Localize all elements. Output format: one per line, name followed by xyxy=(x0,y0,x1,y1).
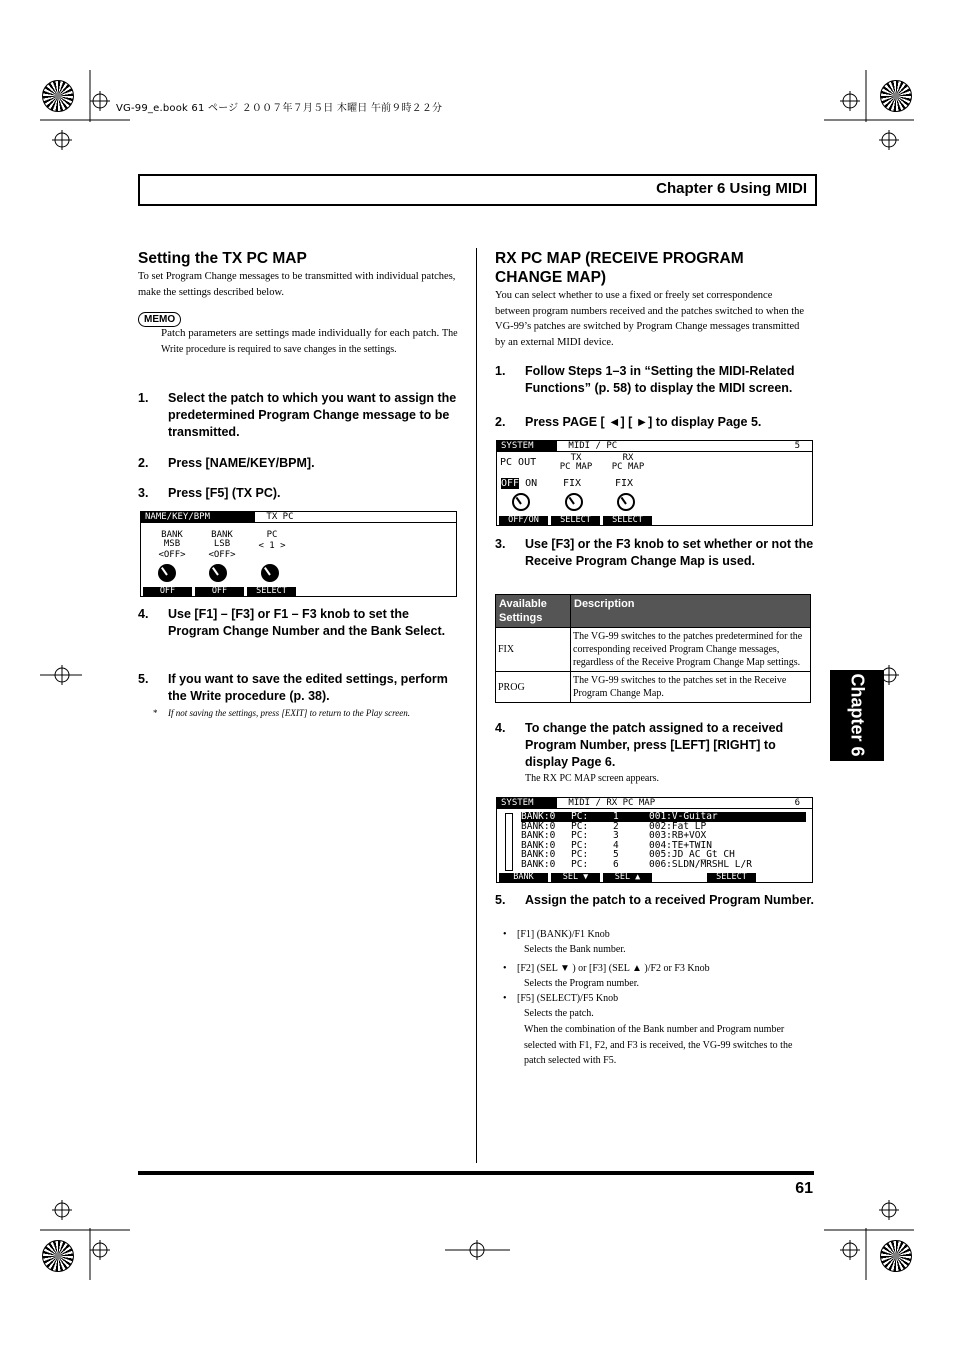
right-section-heading: RX PC MAP (RECEIVE PROGRAM CHANGE MAP) xyxy=(495,250,744,286)
lcd-fkey: SELECT xyxy=(247,587,296,596)
table-header-row xyxy=(496,595,811,628)
file-header: VG-99_e.book 61 ページ ２００７年７月５日 木曜日 午前９時２２分 xyxy=(116,103,443,114)
memo-badge xyxy=(138,309,181,327)
left-step-4 xyxy=(138,606,458,640)
lcd-param: BANK MSB <OFF> xyxy=(158,530,186,560)
knob-icon xyxy=(565,493,583,511)
note-marker: * xyxy=(153,708,158,718)
left-step-3 xyxy=(138,485,458,502)
page-number: 61 xyxy=(795,1180,813,1197)
left-step-5 xyxy=(138,671,458,705)
lcd-fkey: SELECT xyxy=(603,516,652,525)
knob-icon xyxy=(512,493,530,511)
lcd-fkey: OFF xyxy=(195,587,244,596)
right-step-2 xyxy=(495,414,815,431)
lcd-fkey: OFF/ON xyxy=(499,516,548,525)
lcd-map-list xyxy=(521,812,806,869)
step-text: Press [F5] (TX PC). xyxy=(168,486,281,500)
bullet-desc: Selects the Program number. xyxy=(524,978,639,989)
knob-icon xyxy=(209,564,227,582)
scrollbar xyxy=(505,813,513,871)
lcd-fkey: SELECT xyxy=(551,516,600,525)
bullet-item: • [F5] (SELECT)/F5 Knob Selects the patch. xyxy=(503,991,803,1021)
table-cell-setting: PROG xyxy=(496,672,571,703)
left-intro: To set Program Change messages to be transmitted with individual patches, make the settings described below. xyxy=(138,271,456,298)
right-step-5 xyxy=(495,892,815,909)
right-intro: You can select whether to use a fixed or freely set correspondence between program numbers received and the patches switched to when the VG-99’s patches are switched by Program Change messages transmitted by an external MIDI device. xyxy=(495,290,805,348)
lcd-value: ON xyxy=(525,478,538,489)
footer-rule xyxy=(138,1171,814,1175)
lcd-map-row: BANK:0 PC: 6 006:SLDN/MRSHL L/R xyxy=(521,858,752,870)
bullet-item: • [F1] (BANK)/F1 Knob Selects the Bank number. xyxy=(503,927,803,957)
lcd-map-row: BANK:0 PC: 5 005:JD AC_Gt CH xyxy=(521,849,735,860)
step-text: Use [F3] or the F3 knob to set whether or not the Receive Program Change Map is used. xyxy=(525,537,814,568)
bullet-label: [F2] (SEL ▼ ) or [F3] (SEL ▲ )/F2 or F3 Knob xyxy=(517,963,710,974)
step-number: 1. xyxy=(138,391,149,405)
bullet-item: • [F2] (SEL ▼ ) or [F3] (SEL ▲ )/F2 or F3 Knob Selects the Program number. xyxy=(503,961,803,991)
column-divider xyxy=(476,248,477,1163)
closing-paragraph: When the combination of the Bank number and Program number selected with F1, F2, and F3 is received, the VG-99 switches to the patch selected with F5. xyxy=(524,1024,793,1066)
lcd-title: SYSTEM xyxy=(497,798,557,808)
step-text: Follow Steps 1–3 in “Setting the MIDI-Related Functions” (p. 58) to display the MIDI screen. xyxy=(525,364,795,395)
lcd-title: NAME/KEY/BPM xyxy=(141,512,255,522)
lcd-value: FIX xyxy=(615,478,634,489)
lcd-midi-pc xyxy=(496,440,813,526)
knob-icon xyxy=(261,564,279,582)
memo-label: MEMO xyxy=(138,312,181,327)
chapter-header-title: Chapter 6 Using MIDI xyxy=(656,180,807,197)
lcd-page: 5 xyxy=(794,441,800,451)
step-number: 5. xyxy=(138,672,149,686)
lcd-subtitle: MIDI / PC xyxy=(568,441,618,451)
step-text: Use [F1] – [F3] or F1 – F3 knob to set the Program Change Number and the Bank Select. xyxy=(168,607,446,638)
step-text: To change the patch assigned to a received Program Number, press [LEFT] [RIGHT] to display Page 6. xyxy=(525,721,784,769)
chapter-side-tab xyxy=(830,670,884,761)
step-4-note: The RX PC MAP screen appears. xyxy=(525,773,660,784)
memo-text-1: Patch parameters are settings made individually for each patch. xyxy=(161,327,440,339)
right-step-4 xyxy=(495,720,815,771)
step-number: 2. xyxy=(138,456,149,470)
bullet-label: [F1] (BANK)/F1 Knob xyxy=(517,929,610,940)
knob-icon xyxy=(158,564,176,582)
note-text: If not saving the settings, press [EXIT] to return to the Play screen. xyxy=(168,708,410,718)
table-header: Available Settings xyxy=(496,595,571,628)
memo-text-2: The Write procedure is required to save changes in the settings. xyxy=(161,328,458,355)
lcd-subtitle: TX PC xyxy=(266,512,294,522)
lcd-subtitle: MIDI / RX PC MAP xyxy=(568,798,656,808)
lcd-fkey: SELECT xyxy=(707,873,756,882)
left-section-heading: Setting the TX PC MAP xyxy=(138,250,307,267)
step-text: Assign the patch to a received Program Number. xyxy=(525,893,814,907)
lcd-param: PC < 1 > xyxy=(258,530,286,551)
right-step-3 xyxy=(495,536,815,570)
lcd-label: PC OUT xyxy=(500,457,537,468)
chapter-tab-label: Chapter 6 xyxy=(847,673,868,757)
bullet-label: [F5] (SELECT)/F5 Knob xyxy=(517,993,619,1004)
lcd-value: FIX xyxy=(563,478,582,489)
step-number: 3. xyxy=(495,537,506,551)
step-text: Press [NAME/KEY/BPM]. xyxy=(168,456,315,470)
table-header: Description xyxy=(571,595,811,628)
lcd-page: 6 xyxy=(794,798,800,808)
step-number: 4. xyxy=(495,721,506,735)
step-text: Select the patch to which you want to assign the predetermined Program Change message to be transmitted. xyxy=(168,391,457,439)
table-cell-description: The VG-99 switches to the patches set in the Receive Program Change Map. xyxy=(571,672,811,703)
step-number: 2. xyxy=(495,415,506,429)
left-step-1 xyxy=(138,390,458,441)
lcd-label: PC MAP xyxy=(611,462,645,472)
lcd-param: BANK LSB <OFF> xyxy=(208,530,236,560)
memo-text xyxy=(161,326,461,357)
step-number: 5. xyxy=(495,893,506,907)
lcd-tx-pc xyxy=(140,511,457,597)
table-cell-setting: FIX xyxy=(496,628,571,672)
lcd-fkey: OFF xyxy=(143,587,192,596)
lcd-label: TX xyxy=(570,453,582,463)
right-step-1 xyxy=(495,363,815,397)
knob-icon xyxy=(617,493,635,511)
bullet-desc: Selects the patch. xyxy=(524,1008,594,1019)
bullet-desc: Selects the Bank number. xyxy=(524,944,626,955)
lcd-label: RX xyxy=(622,453,634,463)
lcd-map-row: BANK:0 PC: 4 004:TE+TWIN xyxy=(521,839,712,851)
step-number: 3. xyxy=(138,486,149,500)
left-note xyxy=(153,707,463,720)
lcd-map-row: BANK:0 PC: 1 001:V-Guitar xyxy=(521,812,806,822)
lcd-map-row: BANK:0 PC: 3 003:RB+VOX xyxy=(521,830,707,841)
lcd-fkey: BANK xyxy=(499,873,548,882)
table-row xyxy=(496,672,811,703)
lcd-map-row: BANK:0 PC: 2 002:Fat LP xyxy=(521,820,707,832)
settings-table xyxy=(495,594,811,703)
table-cell-description: The VG-99 switches to the patches predetermined for the corresponding received Program Change messages, regardless of the Receive Program Change Map settings. xyxy=(571,628,811,672)
lcd-rx-pc-map xyxy=(496,797,813,883)
lcd-label: PC MAP xyxy=(559,462,593,472)
lcd-fkey: SEL ▼ xyxy=(551,873,600,882)
lcd-value-selected: OFF xyxy=(501,478,520,489)
lcd-fkey: SEL ▲ xyxy=(603,873,652,882)
step-text: If you want to save the edited settings, perform the Write procedure (p. 38). xyxy=(168,672,448,703)
lcd-title: SYSTEM xyxy=(497,441,557,451)
step-number: 1. xyxy=(495,364,506,378)
step-text: Press PAGE [ ◄] [ ►] to display Page 5. xyxy=(525,415,762,429)
table-row xyxy=(496,628,811,672)
chapter-header-box xyxy=(138,174,817,206)
step-number: 4. xyxy=(138,607,149,621)
left-step-2 xyxy=(138,455,458,472)
